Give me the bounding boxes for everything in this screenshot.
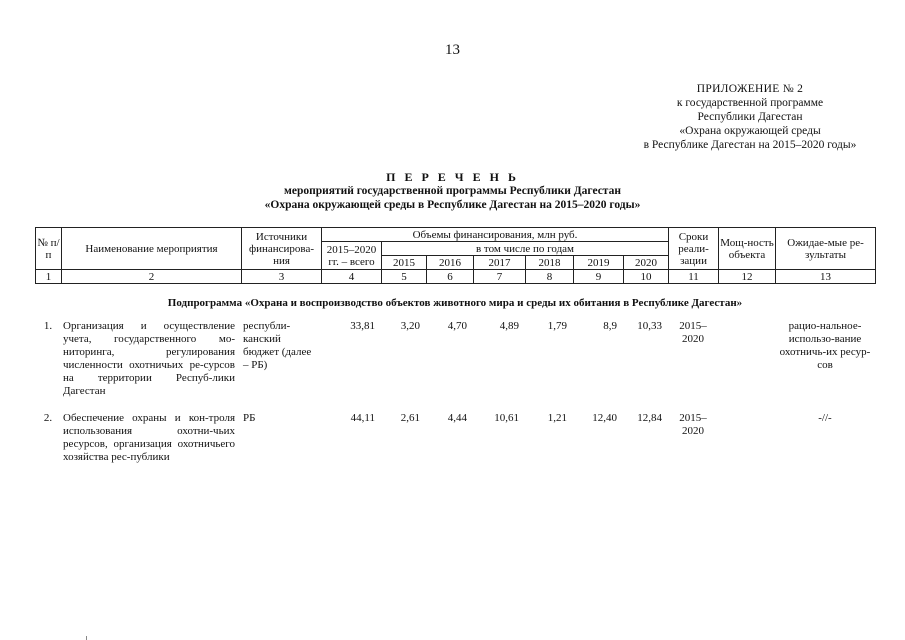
row-2020: 10,33 xyxy=(637,320,662,332)
row-2018: 1,21 xyxy=(547,412,567,424)
row-terms: 2015–2020 xyxy=(679,412,707,437)
row-results: рацио-нальное-использо-вание охотничь-их ресур-сов xyxy=(779,320,871,371)
header-capacity: Мощ-ность объекта xyxy=(719,228,776,270)
row-2015: 2,61 xyxy=(400,412,420,424)
header-name: Наименование мероприятия xyxy=(62,228,242,270)
header-results: Ожидае-мые ре-зультаты xyxy=(776,228,876,270)
document-title xyxy=(0,170,905,212)
header-terms: Сроки реали-зации xyxy=(669,228,719,270)
row-source: РБ xyxy=(243,412,256,424)
row-total: 44,11 xyxy=(350,412,375,424)
row-no: 1. xyxy=(43,320,53,332)
page-number: 13 xyxy=(445,42,460,58)
appendix-line: ПРИЛОЖЕНИЕ № 2 xyxy=(696,83,804,95)
appendix-header xyxy=(560,82,905,152)
row-2016: 4,70 xyxy=(447,320,467,332)
header-year-2016: 2016 xyxy=(427,256,474,270)
row-2019: 12,40 xyxy=(592,412,617,424)
column-number: 8 xyxy=(526,270,574,284)
header-year-2017: 2017 xyxy=(474,256,526,270)
row-name: Обеспечение охраны и кон-троля использования охотни-чьих ресурсов, организация охотничьего хозяйства рес-публики xyxy=(63,412,235,463)
column-number: 13 xyxy=(776,270,876,284)
header-year-2020: 2020 xyxy=(624,256,669,270)
column-number: 1 xyxy=(36,270,62,284)
title-line-1: П Е Р Е Ч Е Н Ь xyxy=(386,170,519,184)
table-row xyxy=(35,320,875,398)
row-2018: 1,79 xyxy=(547,320,567,332)
header-year-2019: 2019 xyxy=(574,256,624,270)
appendix-line: Республики Дагестан xyxy=(697,111,803,123)
row-total: 33,81 xyxy=(350,320,375,332)
column-number: 3 xyxy=(242,270,322,284)
measures-table xyxy=(35,320,875,464)
header-no: № п/п xyxy=(36,228,62,270)
row-results: -//- xyxy=(818,412,832,424)
row-no: 2. xyxy=(43,412,53,424)
row-2016: 4,44 xyxy=(447,412,467,424)
column-number: 12 xyxy=(719,270,776,284)
column-number: 5 xyxy=(382,270,427,284)
table-row xyxy=(35,412,875,464)
row-2019: 8,9 xyxy=(603,320,617,332)
subprogram-title: Подпрограмма «Охрана и воспроизводство объектов животного мира и среды их обитания в Республике Дагестан» xyxy=(167,297,743,309)
row-2015: 3,20 xyxy=(400,320,420,332)
header-total: 2015–2020 гг. – всего xyxy=(322,242,382,270)
appendix-line: «Охрана окружающей среды xyxy=(679,125,821,137)
header-source: Источники финансирова-ния xyxy=(242,228,322,270)
row-capacity xyxy=(718,412,775,464)
row-terms: 2015–2020 xyxy=(679,320,707,345)
column-number: 7 xyxy=(474,270,526,284)
header-year-2015: 2015 xyxy=(382,256,427,270)
header-table xyxy=(35,227,876,284)
scan-artifact xyxy=(86,636,87,640)
appendix-line: к государственной программе xyxy=(676,97,824,109)
row-2017: 4,89 xyxy=(499,320,519,332)
row-capacity xyxy=(718,320,775,398)
column-number: 10 xyxy=(624,270,669,284)
column-number: 4 xyxy=(322,270,382,284)
column-number: 11 xyxy=(669,270,719,284)
header-year-2018: 2018 xyxy=(526,256,574,270)
row-source: республи-канский бюджет (далее – РБ) xyxy=(243,320,312,371)
appendix-line: в Республике Дагестан на 2015–2020 годы» xyxy=(643,139,857,151)
column-number: 2 xyxy=(62,270,242,284)
header-volumes: Объемы финансирования, млн руб. xyxy=(322,228,669,242)
title-line-3: «Охрана окружающей среды в Республике Дагестан на 2015–2020 годы» xyxy=(264,199,641,211)
column-number: 6 xyxy=(427,270,474,284)
column-number: 9 xyxy=(574,270,624,284)
title-line-2: мероприятий государственной программы Республики Дагестан xyxy=(284,185,621,197)
row-2020: 12,84 xyxy=(637,412,662,424)
row-name: Организация и осуществление учета, государственного мо-ниторинга, регулирования численности охотничьих ре-сурсов на территории Респуб-лики Дагестан xyxy=(63,320,235,397)
row-2017: 10,61 xyxy=(494,412,519,424)
header-by-years: в том числе по годам xyxy=(382,242,669,256)
